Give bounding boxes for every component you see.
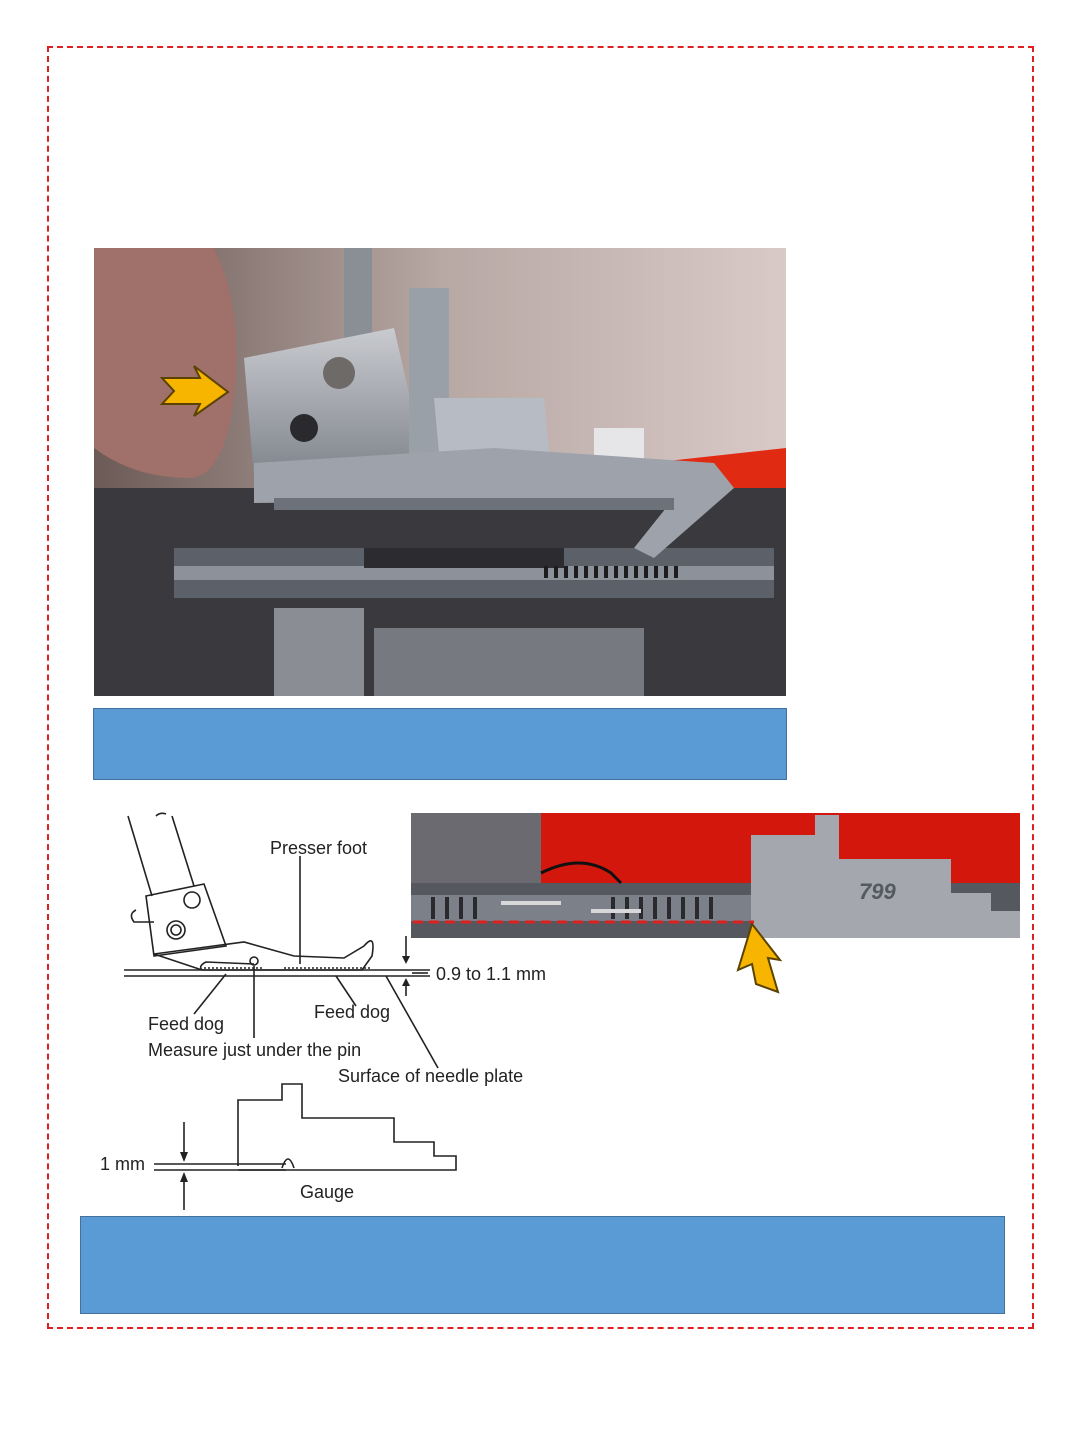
caption-box-top: [93, 708, 787, 780]
yellow-arrow-icon: [160, 364, 230, 418]
needle-plate-label: Surface of needle plate: [338, 1066, 524, 1086]
feed-dog-right-label: Feed dog: [314, 1002, 391, 1022]
presser-foot-label: Presser foot: [270, 838, 368, 858]
feed-dog-left-label: Feed dog: [148, 1014, 225, 1034]
yellow-arrow-icon: [730, 922, 786, 994]
clearance-label: 0.9 to 1.1 mm: [436, 964, 547, 984]
presser-foot-photo: [94, 248, 786, 696]
caption-box-bottom: [80, 1216, 1005, 1314]
gauge-photo: [411, 813, 1020, 938]
gauge-marking: 799: [859, 879, 896, 904]
gauge-dim-label: 1 mm: [100, 1154, 145, 1174]
measure-label: Measure just under the pin: [148, 1040, 362, 1060]
presser-foot-photo-drawing: [94, 248, 786, 696]
red-guide-line: [411, 919, 756, 925]
gauge-label: Gauge: [300, 1182, 355, 1202]
